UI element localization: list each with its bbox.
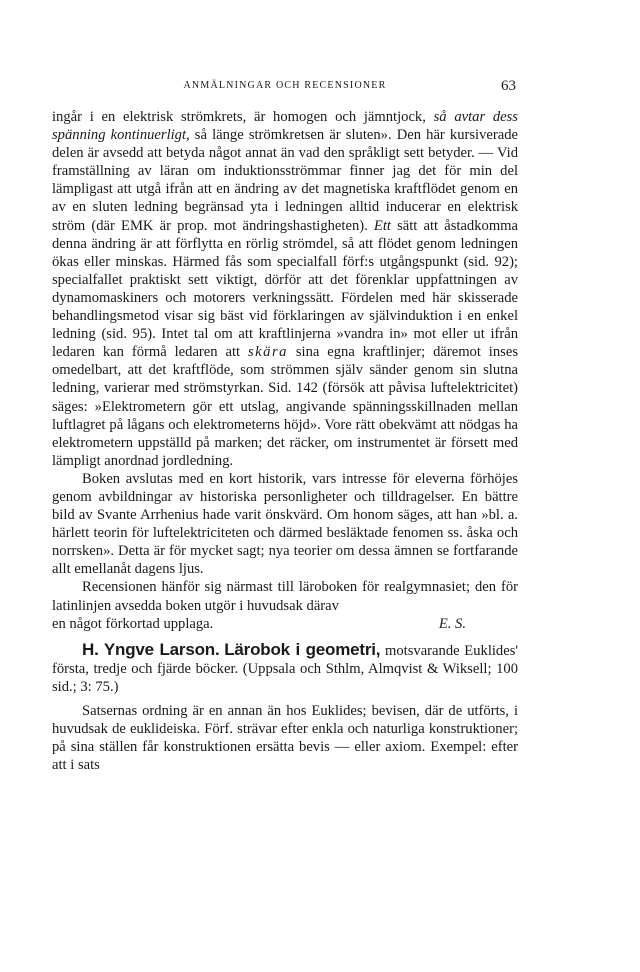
- text-run: en något förkortad upplaga.: [52, 615, 214, 632]
- signature-line: [52, 615, 518, 633]
- paragraph-review-body: Satsernas ordning är en annan än hos Euklides; bevisen, där de utförts, i huvudsak de euklideiska. Förf. strävar efter enkla och naturliga konstruktioner; på sina ställen får konstruktionen ersätta bevis — eller axiom. Exempel: efter att i sats: [52, 703, 518, 774]
- text-run: Recensionen hänför sig närmast till läroboken för realgymnasiet; den för latinlinjen avsedda boken utgör i huvudsak därav: [52, 579, 518, 614]
- review-author: H. Yngve Larson.: [82, 639, 220, 659]
- text-run: sina egna kraftlinjer; däremot inses omedelbart, att det kraftflöde, som strömmen själv sänder genom sin slutna ledning, varierar med strömstyrkan. Sid. 142 (försök att påvisa luftelektricitet) säges: »Elektrometern gör ett utslag, angivande spänningsskillnaden mellan luftlagret på lågans och elektrometerns höjd». Vore rätt obekvämt att nödgas ha elektrometern uppställd på marken; det räcker, om instrumentet är försett med lämpligt anordnad jordledning.: [52, 344, 518, 469]
- document-page: [52, 78, 518, 774]
- text-run: ingår i en elektrisk strömkrets, är homogen och jämntjock,: [52, 109, 434, 125]
- italic-word: Ett: [373, 217, 391, 234]
- running-header: [52, 78, 518, 96]
- paragraph-history: Boken avslutas med en kort historik, vars intresse för eleverna förhöjes genom avbildningar av historiska personligheter och tilldragelser. En bättre bild av Svante Arrhenius hade varit önskvärd. Om honom säges, att han »bl. a. härlett teorin för luftelektriciteten och därmed besläktade fenomen ss. åska och norrsken». Detta är för mycket sagt; nya teorier om dessa ämnen se fortfarande allt emellanåt dagens ljus.: [52, 470, 518, 578]
- text-run: sätt att åstadkomma denna ändring är att förflytta en rörlig strömdel, så att flödet genom ledningen ökas eller minskas. Härmed fås som specialfall förf:s utgångspunkt (sid. 92); specialfallet praktiskt sett viktigt, dörför att det förenklar uppfattningen av dynamomaskiners och motorers verkningssätt. Fördelen med här skisserade behandlingsmetod visar sig bäst vid förklaringen av självinduktion i en enkel ledning (sid. 95). Intet tal om att kraftlinjerna »vandra in» mot eller ut ifrån ledaren kan förmå ledaren att: [52, 217, 519, 361]
- paragraph-continuation: [52, 108, 518, 470]
- text-run: så länge strömkretsen är sluten». Den här kursiverade delen är avsedd att betyda något annat än vad den språkligt sett betyder. — Vid framställning av läran om induktionsströmmar finner jag det för min del lämpligast att utgå ifrån att en ändring av det magnetiska kraftflödet genom en av en sluten ledning begränsad yta i ledningen alltid inducerar en elektrisk ström (där EMK är prop. mot ändringshastigheten).: [52, 127, 518, 234]
- reviewer-signature: E. S.: [438, 615, 466, 632]
- spaced-italic-word: skära: [248, 344, 288, 361]
- review-heading: [52, 641, 518, 696]
- paragraph-closing: [52, 578, 518, 614]
- page-number: 63: [501, 78, 516, 94]
- running-title: ANMÄLNINGAR OCH RECENSIONER: [183, 80, 387, 91]
- review-details: motsvarande Euklides' första, tredje och fjärde böcker. (Uppsala och Sthlm, Almqvist & Wiksell; 100 sid.; 3: 75.): [52, 642, 519, 695]
- italic-phrase: så avtar dess spänning kontinuerligt,: [52, 109, 518, 144]
- review-book-title: Lärobok i geometri,: [224, 639, 381, 659]
